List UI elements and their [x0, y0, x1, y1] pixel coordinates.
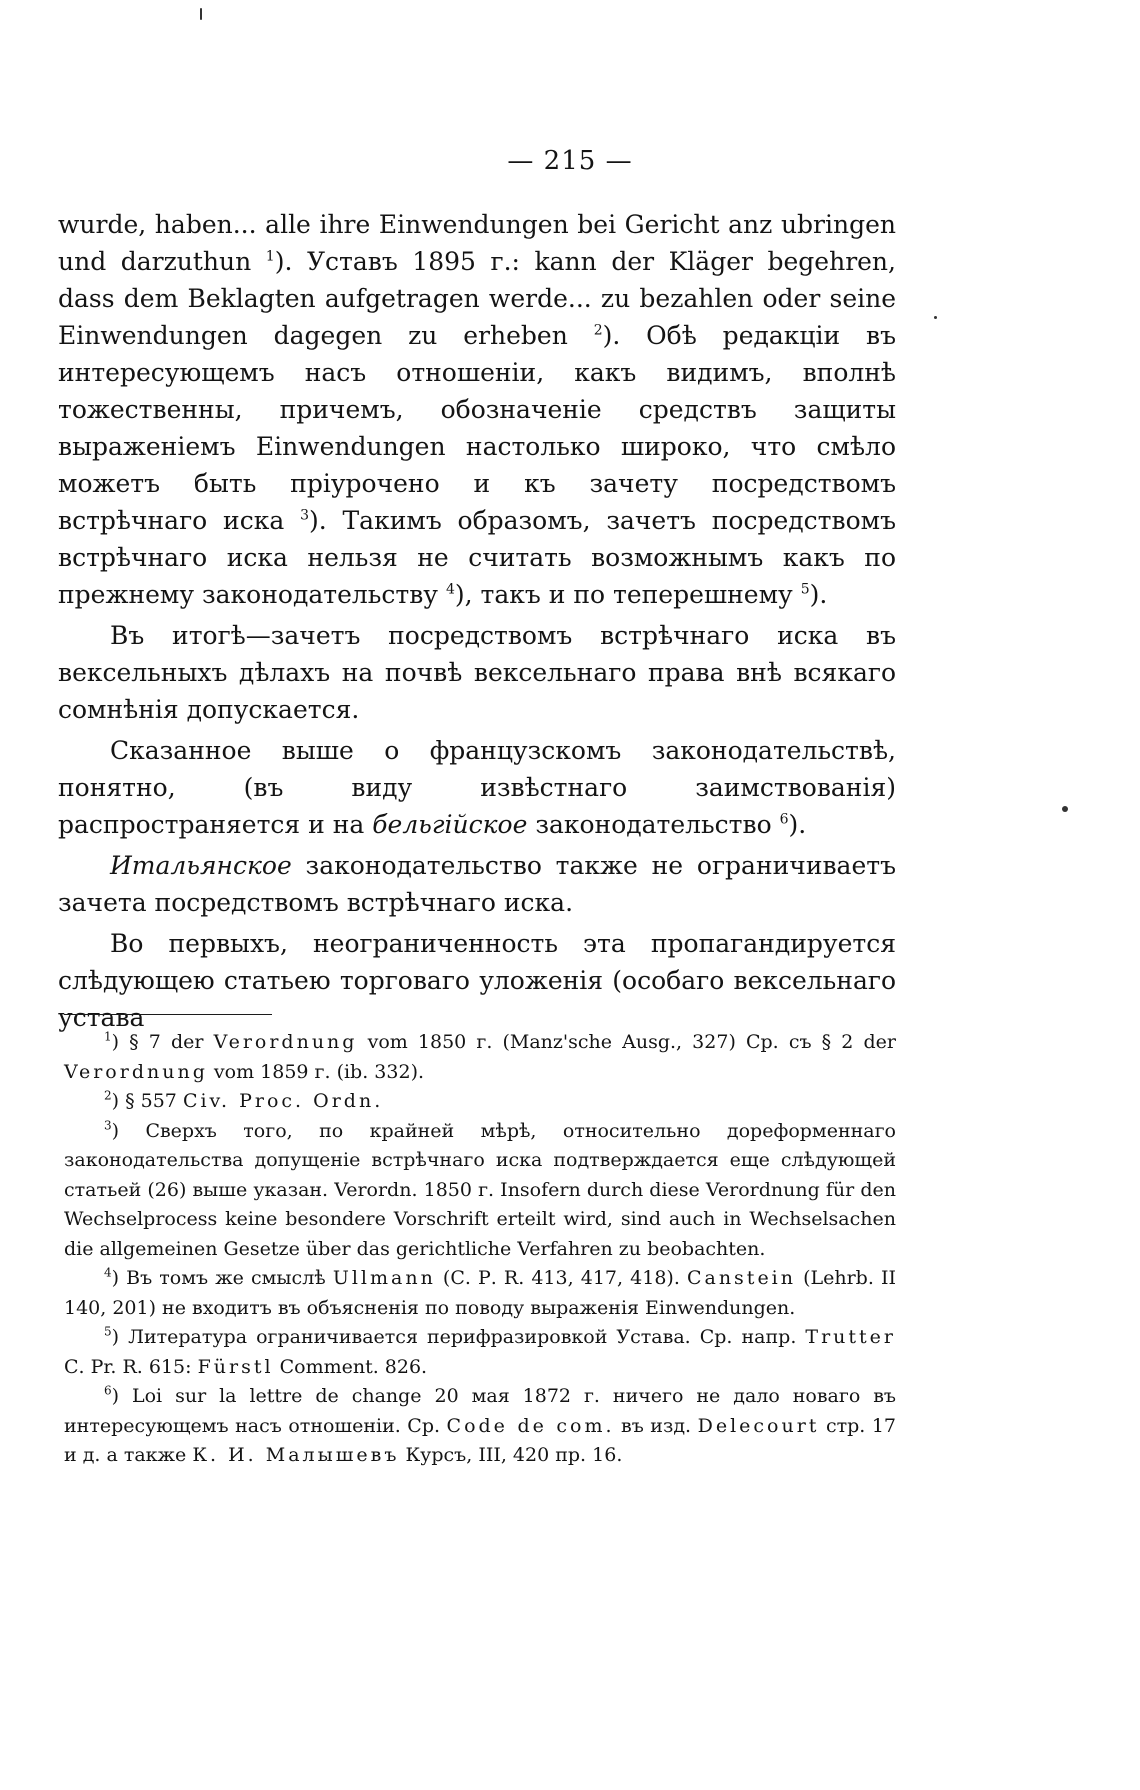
- paragraph-1: wurde, haben... alle ihre Einwendungen bei Gericht anz ubringen und darzuthun $^1$). Уставъ 1895 г.: kann der Kläger begehren, dass dem Beklagten aufgetragen werde... zu bezahlen oder seine Einwendungen dagegen zu erheben $^2$). Обѣ редакціи въ интересующемъ насъ отношеніи, какъ видимъ, вполнѣ тожественны, причемъ, обозначеніе средствъ защиты выраженіемъ Einwendungen настолько широко, что смѣло можетъ быть пріурочено и къ зачету посредствомъ встрѣчнаго иска $^3$). Такимъ образомъ, зачетъ посредствомъ встрѣчнаго иска нельзя не считать возможнымъ какъ по прежнему законодательству $^4$), такъ и по теперешнему $^5$).: [58, 210, 897, 609]
- footnote-3: $^3$) Сверхъ того, по крайней мѣрѣ, относительно дореформеннаго законодательства допущеніе встрѣчнаго иска подтверждается еще слѣдующей статьей (26) выше указан. Verordn. 1850 г. Insofern durch diese Verordnung für den Wechselprocess keine besondere Vorschrift erteilt wird, sind auch in Wechselsachen die allgemeinen Gesetze über das gerichtliche Verfahren zu beobachten.: [64, 1118, 896, 1260]
- footnote-divider: [64, 1014, 272, 1015]
- footnote-5: $^5$) Литература ограничивается перифразировкой Устава. Ср. напр. Trutter С. Pr. R. 615: Fürstl Comment. 826.: [64, 1324, 896, 1378]
- scan-speck: [1062, 806, 1068, 812]
- scan-speck: [200, 8, 202, 20]
- footnote-2: $^2$) § 557 Civ. Proc. Ordn.: [104, 1088, 384, 1112]
- paragraph-5: Во первыхъ, неограниченность эта пропагандируется слѣдующею статьею торговаго уложенія (особаго вексельнаго устава: [58, 929, 896, 1032]
- page-number: — 215 —: [507, 146, 633, 176]
- footnote-ref-5: 5: [800, 581, 810, 598]
- footnote-1: $^1$) § 7 der Verordnung vom 1850 г. (Manz'sche Ausg., 327) Ср. съ § 2 der Verordnung vom 1859 г. (ib. 332).: [64, 1029, 896, 1083]
- main-text: [58, 206, 896, 1040]
- paragraph-3: Сказанное выше о французскомъ законодательствѣ, понятно, (въ виду извѣстнаго заимствованія) распространяется и на бельгійское законодательство $^6$).: [58, 736, 896, 839]
- scan-speck: [934, 316, 937, 319]
- footnote-ref-3: 3: [300, 507, 309, 524]
- footnote-ref-6: 6: [779, 811, 789, 828]
- footnotes: [64, 1028, 896, 1471]
- footnote-6: $^6$) Loi sur la lettre de change 20 мая 1872 г. ничего не дало новаго въ интересующемъ насъ отношеніи. Ср. Code de com. въ изд. Delecourt стр. 17 и д. а также К. И. Малышевъ Курсъ, III, 420 пр. 16.: [64, 1383, 896, 1466]
- footnote-ref-2: 2: [593, 322, 603, 339]
- emphasis-italian: Итальянское: [110, 851, 292, 880]
- footnote-ref-1: 1: [265, 248, 275, 265]
- paragraph-2: Въ итогѣ—зачетъ посредствомъ встрѣчнаго иска въ вексельныхъ дѣлахъ на почвѣ вексельнаго права внѣ всякаго сомнѣнія допускается.: [58, 621, 896, 724]
- emphasis-belgian: бельгійское: [372, 810, 528, 839]
- paragraph-4: Итальянское законодательство также не ограничиваетъ зачета посредствомъ встрѣчнаго иска.: [58, 851, 896, 917]
- footnote-ref-4: 4: [445, 581, 455, 598]
- footnote-4: $^4$) Въ томъ же смыслѣ Ullmann (С. Р. R. 413, 417, 418). Canstein (Lehrb. II 140, 201) не входитъ въ объясненія по поводу выраженія Einwendungen.: [64, 1265, 896, 1319]
